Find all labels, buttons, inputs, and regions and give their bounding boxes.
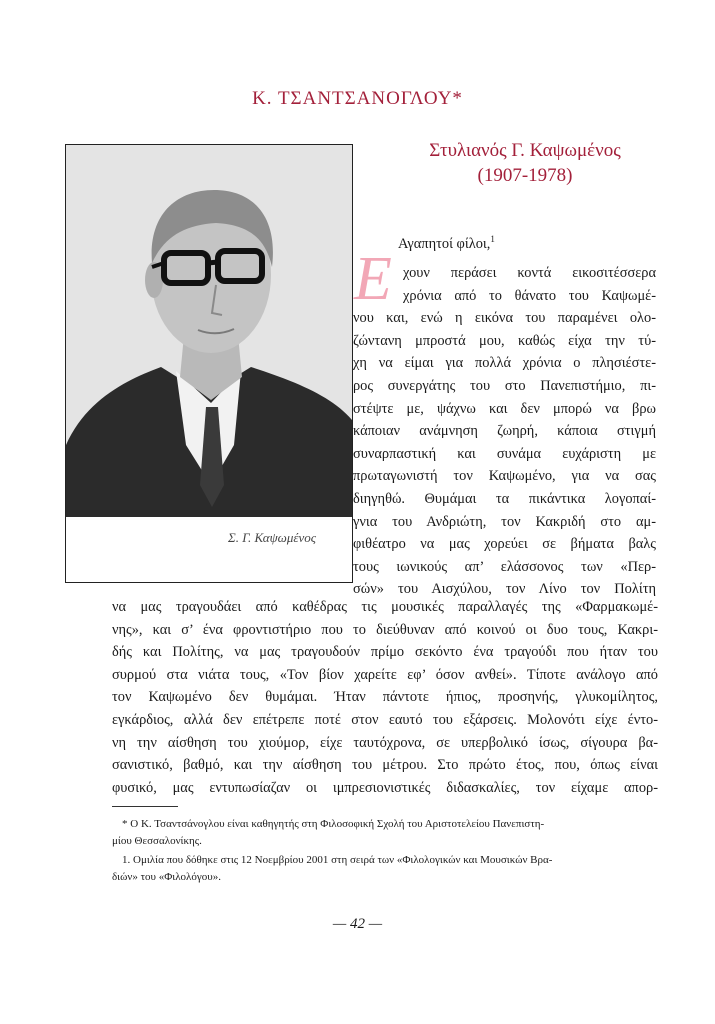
body-line: κάποιαν ανάμνηση ζωηρή, κάποια στιγμή [353,423,656,440]
body-line: σών» του Αισχύλου, τον Λίνο τον Πολίτη [353,581,656,598]
footnote-ref-1: 1 [490,234,495,244]
greeting [398,228,495,255]
body-line: νης», και σ’ ένα φροντιστήριο που το διεύθυναν από κοινού οι δυο τους, Κακρι- [112,621,658,638]
article-title [380,138,670,188]
body-line: ρος συνεργάτης του στο Πανεπιστήμιο, πι- [353,377,656,394]
body-line: σανιστικό, βαθμό, και την αίσθηση του μέτρου. Στο πρώτο έτος, που, όπως είναι [112,757,658,774]
body-line: πρωταγωνιστή τον Καψωμένο, για να σας [353,468,656,485]
body-line: συναρπαστική και συνάμα ευχάριστη με [353,445,656,462]
body-line: χουν περάσει κοντά εικοσιτέσσερα [403,265,656,281]
body-line: φιθέατρο να μας χορεύει σε βήματα βαλς [353,536,656,553]
portrait-frame [65,144,353,583]
footnote-rule [112,806,178,807]
body-line: τον Καψωμένο δεν θυμάμαι. Ήταν πάντοτε ήπιος, προσηνής, γλυκομίλητος, [112,689,658,706]
body-line: νη την αίσθηση του χιούμορ, είχε ταυτόχρονα, σε υπερβολικό ίσως, σίγουρα βα- [112,734,658,751]
body-line: χρόνια από το θάνατο του Καψωμέ- [403,287,656,304]
footnote-1-line1: 1. Ομιλία που δόθηκε στις 12 Νοεμβρίου 2001 στη σειρά των «Φιλολογικών και Μουσικών Βρα- [122,854,553,866]
footnote-author-line2: μίου Θεσσαλονίκης. [112,835,202,847]
body-column [353,262,656,601]
body-line: δής και Πολίτης, να μας τραγουδούν πρίμο σεκόντο ένα τραγούδι που ήταν του [112,644,658,661]
footnote-author-line1: * Ο Κ. Τσαντσάνογλου είναι καθηγητής στη Φιλοσοφική Σχολή του Αριστοτελείου Πανεπιστη- [122,818,545,830]
portrait-photo [66,145,352,517]
body-line: να μας τραγουδάει από καθέδρας τις μουσικές παραλλαγές της «Φαρμακωμέ- [112,599,658,615]
footnote-1-line2: διών» του «Φιλολόγου». [112,871,221,883]
body-line: στέψτε με, ψάχνω και δεν μπορώ να βρω [353,400,656,417]
body-line: συρμού στα νιάτα τους, «Τον βίον χαρείτε εφ’ όσον ανθεί». Τίποτε ανάλογο από [112,666,658,683]
body-line: γνια του Ανδριώτη, τον Κακριδή στο αμ- [353,513,656,530]
body-line: χη να είμαι για πολλά χρόνια ο πλησιέστε- [353,355,656,372]
body-line: διηγηθώ. Θυμάμαι τα πικάντικα λογοπαί- [353,490,656,507]
author-name: Κ. ΤΣΑΝΤΣΑΝΟΓΛΟΥ* [252,88,463,109]
greeting-text: Αγαπητοί φίλοι, [398,235,491,252]
body-line: φυσικό, μας εντυπωσίαζαν οι ιμπρεσιονιστικές διδασκαλίες, τον είχαμε απορ- [112,779,658,796]
portrait-illustration [66,145,352,517]
body-line: νου και, ενώ η εικόνα του παραμένει ολο- [353,310,656,327]
body-full-width [112,596,658,799]
body-line: εγκάρδιος, αλλά δεν επέτρεπε ποτέ στον εαυτό του εξάρσεις. Μολονότι είχε έντο- [112,711,658,728]
title-years: (1907-1978) [477,165,573,186]
portrait-signature: Σ. Γ. Καψωμένος [228,530,317,545]
body-line: τους ιωνικούς απ’ ελάσσονος των «Περ- [353,558,656,575]
drop-cap: Ε [354,245,392,313]
body-line: ζώντανη μπροστά μου, καθώς είχα την τύ- [353,332,656,349]
title-name: Στυλιανός Γ. Καψωμένος [429,140,621,161]
page-number: — 42 — [332,916,383,932]
